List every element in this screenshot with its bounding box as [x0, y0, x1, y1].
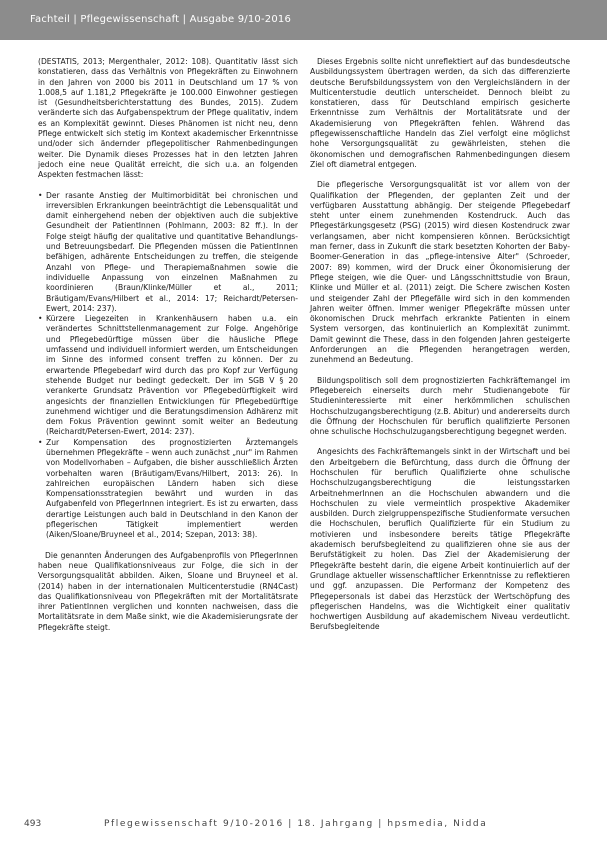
footer-text: Pflegewissenschaft 9/10-2016 | 18. Jahrgang | hpsmedia, Nidda [104, 819, 488, 829]
body-paragraph: Bildungspolitisch soll dem prognostizierten Fachkräftemangel im Pflegebereich einerseits durch mehr Studienangebote für Studieninteressierte mit einer herkömmlichen schulischen Hochschulzugangsberechtigung (z.B. Abitur) und andererseits durch die Öffnung der Hochschulen für beruflich qualifizierte Personen ohne schulische Hochschulzugangsberechtigung begegnet werden. [310, 375, 570, 437]
left-column [38, 57, 298, 643]
body-paragraph: Angesichts des Fachkräftemangels sinkt in der Wirtschaft und bei den Arbeitgebern die Befürchtung, dass durch die Öffnung der Hochschulen für beruflich Qualifizierte ohne schulische Hochschulzugangsberechtigung die leistungsstarken ArbeitnehmerInnen an die Hochschulen abwandern und die Hochschulen zu viele vermeintlich prospektive Akademiker ausbilden. Durch zielgruppenspezifische Studienformate versuchen die Hochschulen, beruflich Qualifizierte für ein Studium zu motivieren und insbesondere bereits tätige Pflegekräfte akademisch berufsbegleitend zu qualifizieren ohne sie aus der Berufstätigkeit zu holen. Das Ziel der Akademisierung der Pflegekräfte besteht darin, die eigene Arbeit kontinuierlich auf der Grundlage aktueller wissenschaftlicher Erkenntnisse zu reflektieren und ggf. anzupassen. Die Performanz der Kompetenz des Pflegepersonals ist dabei das Herzstück der Wertschöpfung des pflegerischen Handelns, was die Wichtigkeit einer qualitativ hochwertigen Ausbildung auf akademischem Niveau verdeutlicht. Berufsbegleitende [310, 447, 570, 632]
bullet-icon: • [38, 314, 43, 324]
page-number: 493 [24, 819, 42, 829]
bullet-icon: • [38, 190, 43, 200]
list-item: • Zur Kompensation des prognostizierten Ärztemangels übernehmen Pflegekräfte – wenn auch zunächst „nur" im Rahmen von Modellvorhaben – Aufgaben, die bisher ausschließlich Ärzten vorbehalten waren (Bräutigam/Evans/Hilbert, 2013: 26). In zahlreichen europäischen Ländern haben sich diese Kompensationsstrategien bewährt und wurden in das Aufgabenfeld von PflegerInnen integriert. Es ist zu erwarten, dass derartige Leistungen auch bald in Deutschland in den Kanon der pflegerischen Tätigkeit implementiert werden (Aiken/Sloane/Bruyneel et al., 2014; Szepan, 2013: 38). [38, 437, 298, 540]
running-header: Fachteil | Pflegewissenschaft | Ausgabe 9/10-2016 [30, 14, 292, 25]
right-column [310, 57, 570, 643]
header-bar [0, 0, 607, 40]
bullet-list [38, 191, 298, 541]
body-paragraph: Die genannten Änderungen des Aufgabenprofils von PflegerInnen haben neue Qualifikationsniveaus zur Folge, die sich in der Versorgungsqualität abbilden. Aiken, Sloane und Bruyneel et al. (2014) haben in der internationalen Multicenterstudie (RN4Cast) das Qualifikationsniveau von Pflegekräften mit der Mortalitätsrate ihrer PatientInnen verglichen und konnten nachweisen, dass die Mortalitätsrate in dem Maße sinkt, wie die Akademisierungsrate der Pflegekräfte steigt. [38, 550, 298, 632]
body-paragraph: Die pflegerische Versorgungsqualität ist vor allem von der Qualifikation der Pflegenden, der geplanten Zeit und der verfügbaren Ausstattung abhängig. Der steigende Pflegebedarf steht unter einem zunehmenden Kostendruck. Auch das Pflegestärkungsgesetz (PSG) (2015) wird diesen Kostendruck zwar verlangsamen, aber nicht kompensieren können. Berücksichtigt man ferner, dass in Zukunft die stark besetzten Kohorten der Baby-Boomer-Generation in das „pflege-intensive Alter" (Schroeder, 2007: 89) kommen, wird der Druck einer Ökonomisierung der Pflege steigen, wie die Quer- und Längsschnittstudie von Braun, Klinke und Müller et al. (2011) zeigt. Die Schere zwischen Kosten und steigender Zahl der Pflegefälle wird sich in den kommenden Jahren weiter öffnen. Immer weniger Pflegekräfte müssen unter ökonomischen Druck mehrfach erkrankte Patienten in einem System versorgen, das kontinuierlich an Komplexität zunimmt. Damit gewinnt die These, dass in den folgenden Jahren gesteigerte Anforderungen an die Pflegenden herangetragen werden, zunehmend an Bedeutung. [310, 180, 570, 365]
list-item: • Der rasante Anstieg der Multimorbidität bei chronischen und irreversiblen Erkrankungen beeinträchtigt die Lebensqualität und damit einhergehend neben der objektiven auch die subjektive Gesundheit der PatientInnen (Pohlmann, 2003: 82 ff.). In der Folge steigt häufig der qualitative und quantitative Behandlungs- und Betreuungsbedarf. Die Pflegenden müssen die PatientInnen befähigen, adhärente Entscheidungen zu treffen, die steigende Anzahl von Pflege- und Therapiemaßnahmen sowie die individuelle Anpassung von einzelnen Maßnahmen zu koordinieren (Braun/Klinke/Müller et al., 2011; Bräutigam/Evans/Hilbert et al., 2014: 17; Reichardt/Petersen-Ewert, 2014: 237). [38, 190, 298, 313]
body-paragraph: Dieses Ergebnis sollte nicht unreflektiert auf das bundesdeutsche Ausbildungssystem übertragen werden, da sich das differenzierte deutsche Berufsbildungssystem von den Vergleichsländern in der Multicenterstudie deutlich unterscheidet. Dennoch bleibt zu konstatieren, dass für Deutschland empirisch gesicherte Erkenntnisse zum Verhältnis der Mortalitätsrate und der Akademisierung von Pflegekräften fehlen. Während das pflegewissenschaftliche Handeln das Ziel verfolgt eine möglichst hohe Versorgungsqualität zu gewährleisten, stehen die ökonomischen und demografischen Rahmenbedingungen diesem Ziel oft diametral entgegen. [310, 57, 570, 169]
list-item: • Kürzere Liegezeiten in Krankenhäusern haben u.a. ein verändertes Schnittstellenmanagement zur Folge. Angehörige und Pflegebedürftige müssen über die häusliche Pflege umfassend und individuell informiert werden, um Entscheidungen im Sinne des informed consent treffen zu können. Der zu erwartende Pflegebedarf wird durch das pro Kopf zur Verfügung stehende Budget nur bedingt gedeckelt. Der im SGB V § 20 verankerte Grundsatz Prävention vor Pflegebedürftigkeit wird angesichts der finanziellen Entwicklungen für Pflegebedürftige zunehmend wichtiger und die Beratungsdimension Adhärenz mit dem Fokus Prävention gewinnt somit weiter an Bedeutung (Reichardt/Petersen-Ewert, 2014: 237). [38, 314, 298, 437]
bullet-icon: • [38, 437, 43, 447]
intro-paragraph: (DESTATIS, 2013; Mergenthaler, 2012: 108). Quantitativ lässt sich konstatieren, dass das Verhältnis von Pflegekräften zu Einwohnern in den Jahren von 2000 bis 2011 in Deutschland um 17 % von 1.008,5 auf 1.181,2 Pflegekräfte je 100.000 Einwohner gestiegen ist (Gesundheitsberichterstattung des Bundes, 2015). Zudem veränderte sich das Aufgabenspektrum der Pflege qualitativ, indem es an Komplexität gewinnt. Dieses Phänomen ist nicht neu, denn Pflege entwickelt sich stetig im Kontext akademischer Erkenntnisse und/oder sich ändernder pflegepolitischer Rahmenbedingungen weiter. Die Dynamik dieses Prozesses hat in den letzten Jahren jedoch eine neue Qualität erreicht, die sich u.a. an folgenden Aspekten festmachen lässt: [38, 57, 298, 180]
